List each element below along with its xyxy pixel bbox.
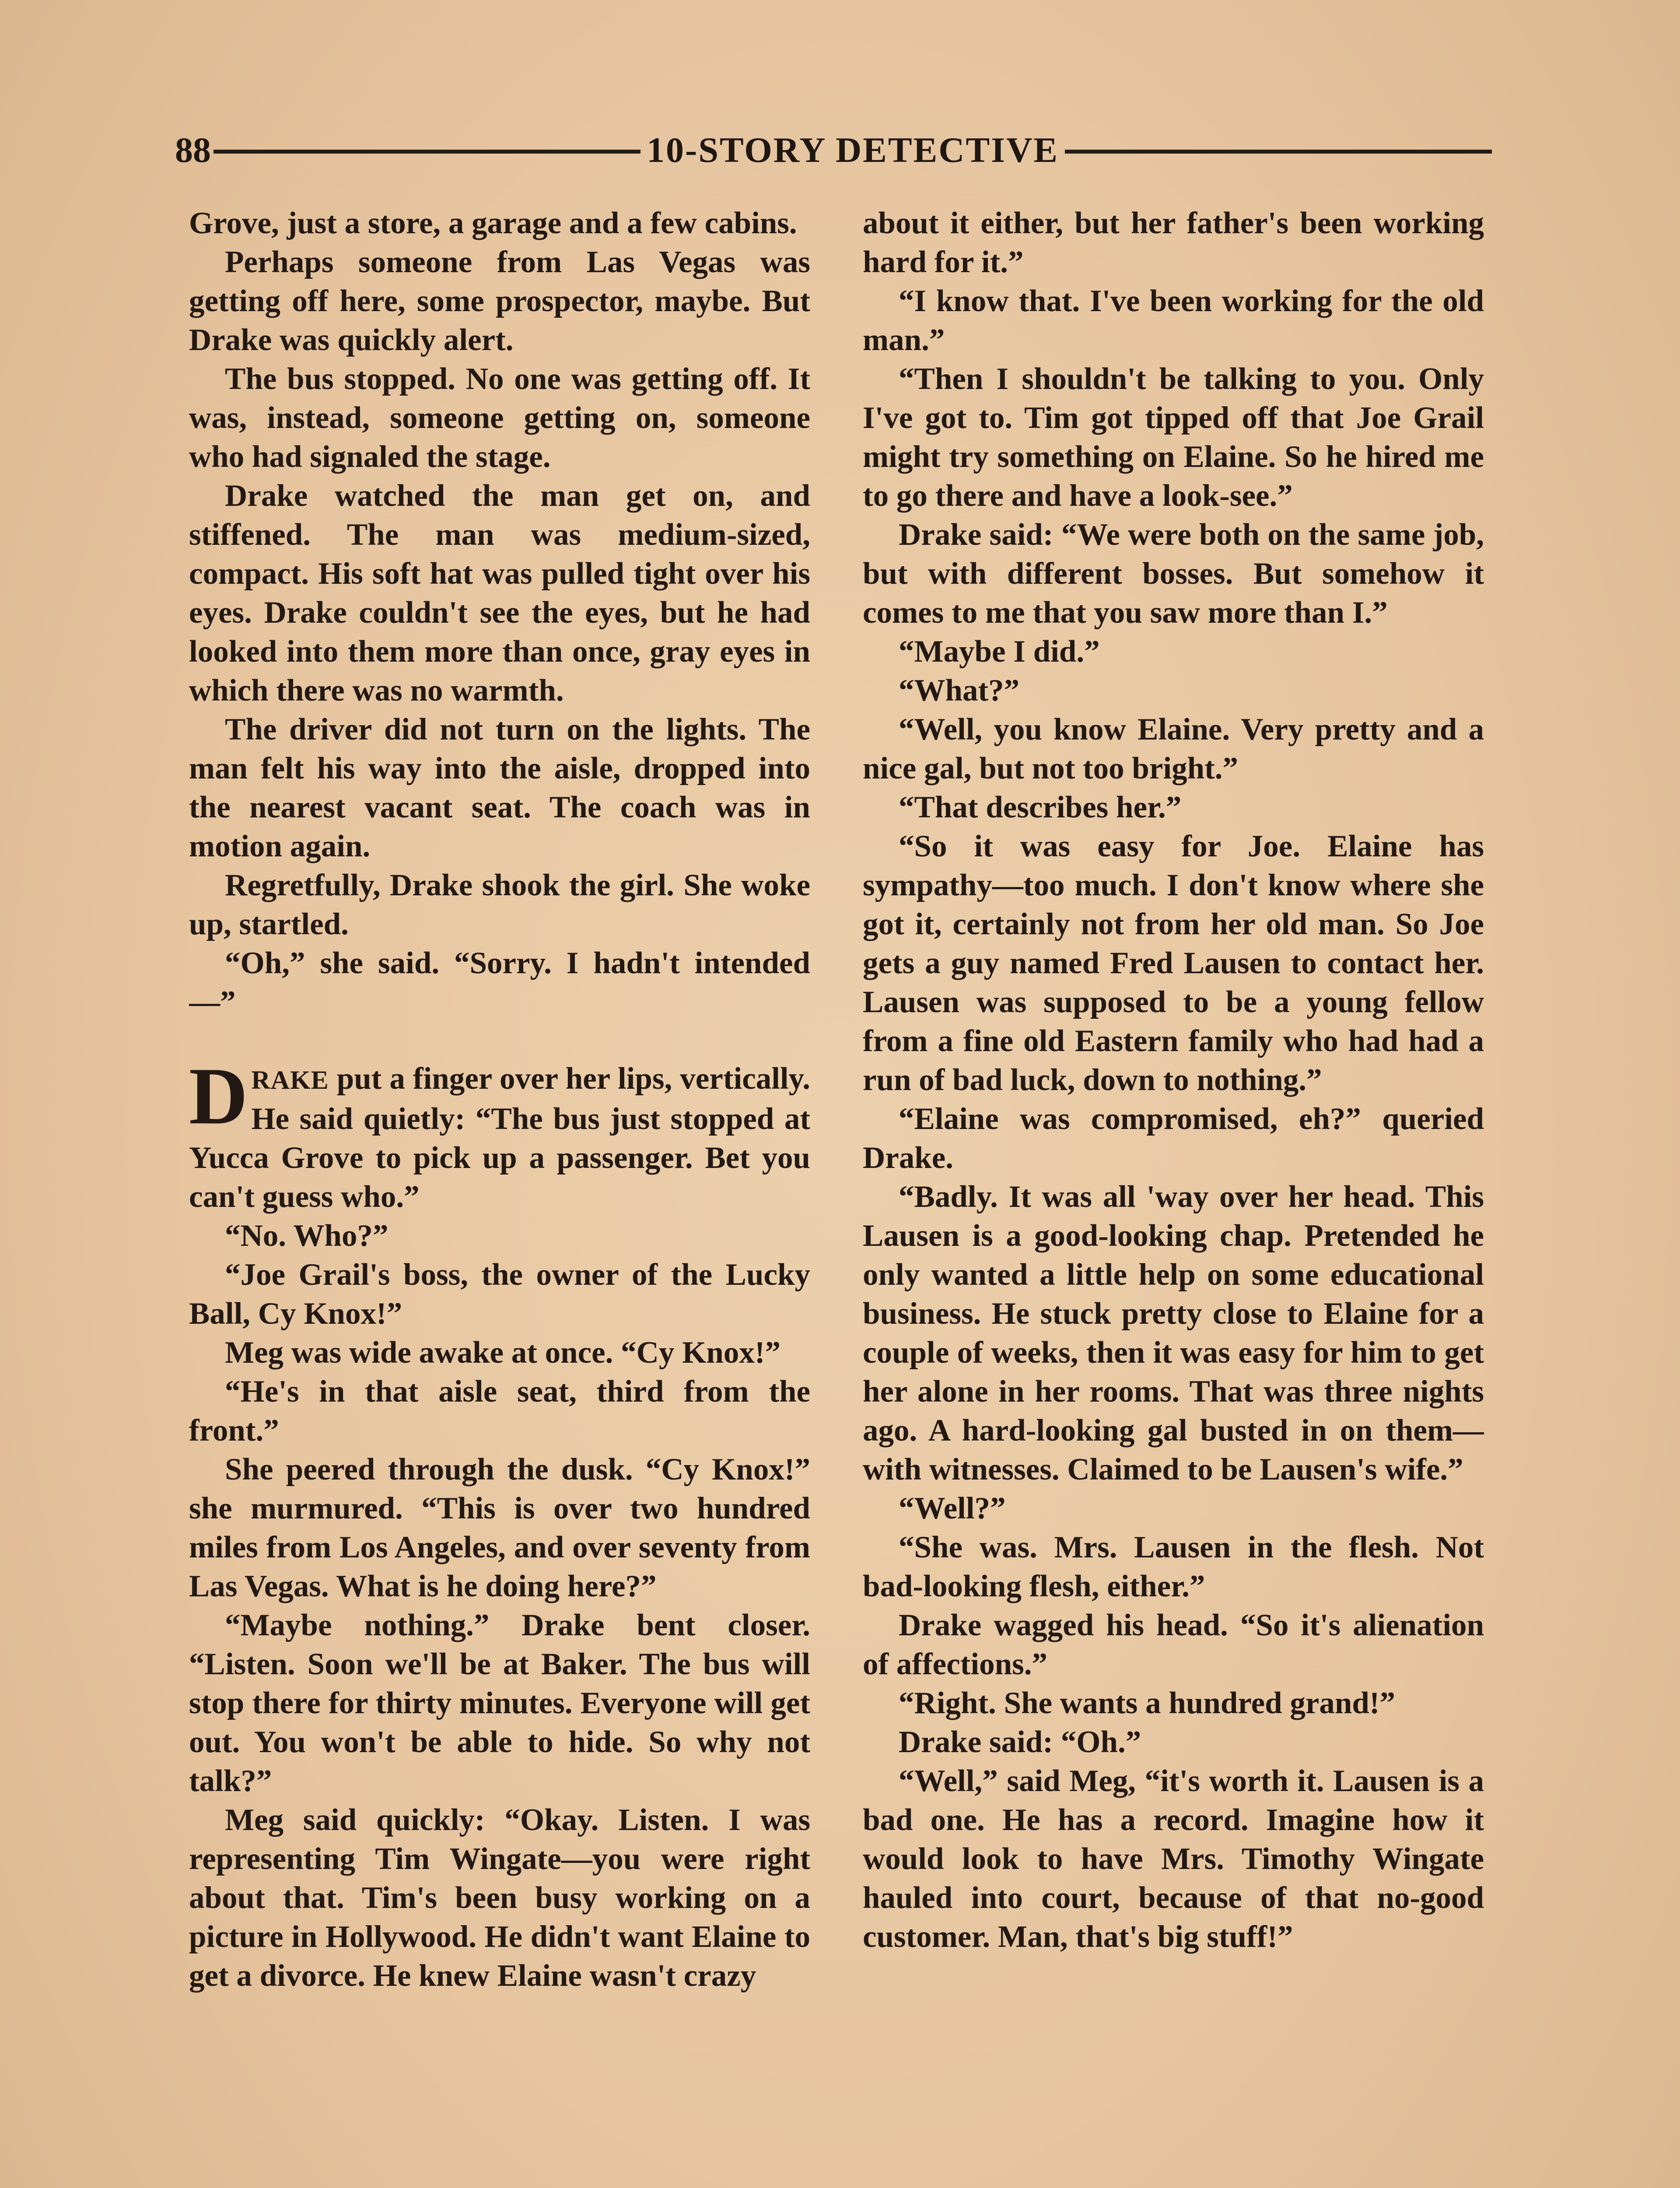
paragraph: Drake wagged his head. “So it's alienation of affections.” xyxy=(863,1608,1484,1681)
paragraph: Regretfully, Drake shook the girl. She woke up, startled. xyxy=(189,868,810,941)
paragraph: “Maybe I did.” xyxy=(899,635,1100,669)
paragraph: “Joe Grail's boss, the owner of the Lucky Ball, Cy Knox!” xyxy=(189,1258,810,1331)
left-column xyxy=(189,204,810,2188)
right-column xyxy=(863,204,1484,2188)
paragraph: The driver did not turn on the lights. The man felt his way into the aisle, dropped into the nearest vacant seat. The coach was in motion again. xyxy=(189,712,810,863)
paragraph: “Well, you know Elaine. Very pretty and a nice gal, but not too bright.” xyxy=(863,712,1484,785)
paragraph: Meg said quickly: “Okay. Listen. I was representing Tim Wingate—you were right about that. Tim's been busy working on a picture in Hollywood. He didn't want Elaine to get a divorce. He knew Elaine wasn't crazy xyxy=(189,1803,810,1993)
section-start-paragraph xyxy=(189,1051,810,1217)
page-number: 88 xyxy=(175,130,211,170)
paragraph: Meg was wide awake at once. “Cy Knox!” xyxy=(225,1336,780,1370)
paragraph: “He's in that aisle seat, third from the front.” xyxy=(189,1375,810,1448)
paragraph: “She was. Mrs. Lausen in the flesh. Not bad-looking flesh, either.” xyxy=(863,1530,1484,1603)
page-header xyxy=(175,117,1492,183)
paragraph: Drake said: “We were both on the same job, but with different bosses. But somehow it comes to me that you saw more than I.” xyxy=(863,518,1484,630)
header-rule-left xyxy=(214,150,640,154)
paragraph: “Maybe nothing.” Drake bent closer. “Listen. Soon we'll be at Baker. The bus will stop there for thirty minutes. Everyone will get out. You won't be able to hide. So why not talk?” xyxy=(189,1608,810,1798)
paragraph: She peered through the dusk. “Cy Knox!” she murmured. “This is over two hundred miles from Los Angeles, and over seventy from Las Vegas. What is he doing here?” xyxy=(189,1452,810,1603)
header-rule-right xyxy=(1065,150,1492,154)
paragraph: “No. Who?” xyxy=(225,1219,388,1253)
paragraph: “Badly. It was all 'way over her head. This Lausen is a good-looking chap. Pretended he only wanted a little help on some educational business. He stuck pretty close to Elaine for a couple of weeks, then it was easy for him to get her alone in her rooms. That was three nights ago. A hard-looking gal busted in on them—with witnesses. Claimed to be Lausen's wife.” xyxy=(863,1180,1484,1487)
paragraph: “Well?” xyxy=(899,1491,1006,1525)
paragraph: about it either, but her father's been working hard for it.” xyxy=(863,206,1484,279)
paragraph: “I know that. I've been working for the old man.” xyxy=(863,284,1484,357)
paragraph: Grove, just a store, a garage and a few cabins. xyxy=(189,206,797,240)
running-title: 10-STORY DETECTIVE xyxy=(647,130,1059,170)
paragraph: “That describes her.” xyxy=(899,790,1182,824)
paragraph: Perhaps someone from Las Vegas was getting off here, some prospector, maybe. But Drake was quickly alert. xyxy=(189,245,810,357)
paragraph: “Elaine was compromised, eh?” queried Drake. xyxy=(863,1102,1484,1175)
paragraph: “What?” xyxy=(899,673,1020,708)
section-text: put a finger over her lips, vertically. He said quietly: “The bus just stopped at Yucca Grove to pick up a passenger. Bet you can't guess who.” xyxy=(189,1062,810,1214)
paragraph: “Then I shouldn't be talking to you. Only I've got to. Tim got tipped off that Joe Grail might try something on Elaine. So he hired me to go there and have a look-see.” xyxy=(863,362,1484,513)
lead-word: RAKE xyxy=(251,1066,329,1094)
paragraph: The bus stopped. No one was getting off. It was, instead, someone getting on, someone who had signaled the stage. xyxy=(189,362,810,474)
paragraph: Drake said: “Oh.” xyxy=(899,1725,1141,1759)
paragraph: “Oh,” she said. “Sorry. I hadn't intended—” xyxy=(189,946,810,1019)
paragraph: “So it was easy for Joe. Elaine has sympathy—too much. I don't know where she got it, certainly not from her old man. So Joe gets a guy named Fred Lausen to contact her. Lausen was supposed to be a young fellow from a fine old Eastern family who had had a run of bad luck, down to nothing.” xyxy=(863,829,1484,1097)
paragraph: “Right. She wants a hundred grand!” xyxy=(899,1686,1395,1720)
drop-cap: D xyxy=(189,1051,248,1141)
paragraph: “Well,” said Meg, “it's worth it. Lausen is a bad one. He has a record. Imagine how it would look to have Mrs. Timothy Wingate hauled into court, because of that no-good customer. Man, that's big stuff!” xyxy=(863,1764,1484,1954)
paragraph: Drake watched the man get on, and stiffened. The man was medium-sized, compact. His soft hat was pulled tight over his eyes. Drake couldn't see the eyes, but he had looked into them more than once, gray eyes in which there was no warmth. xyxy=(189,479,810,708)
